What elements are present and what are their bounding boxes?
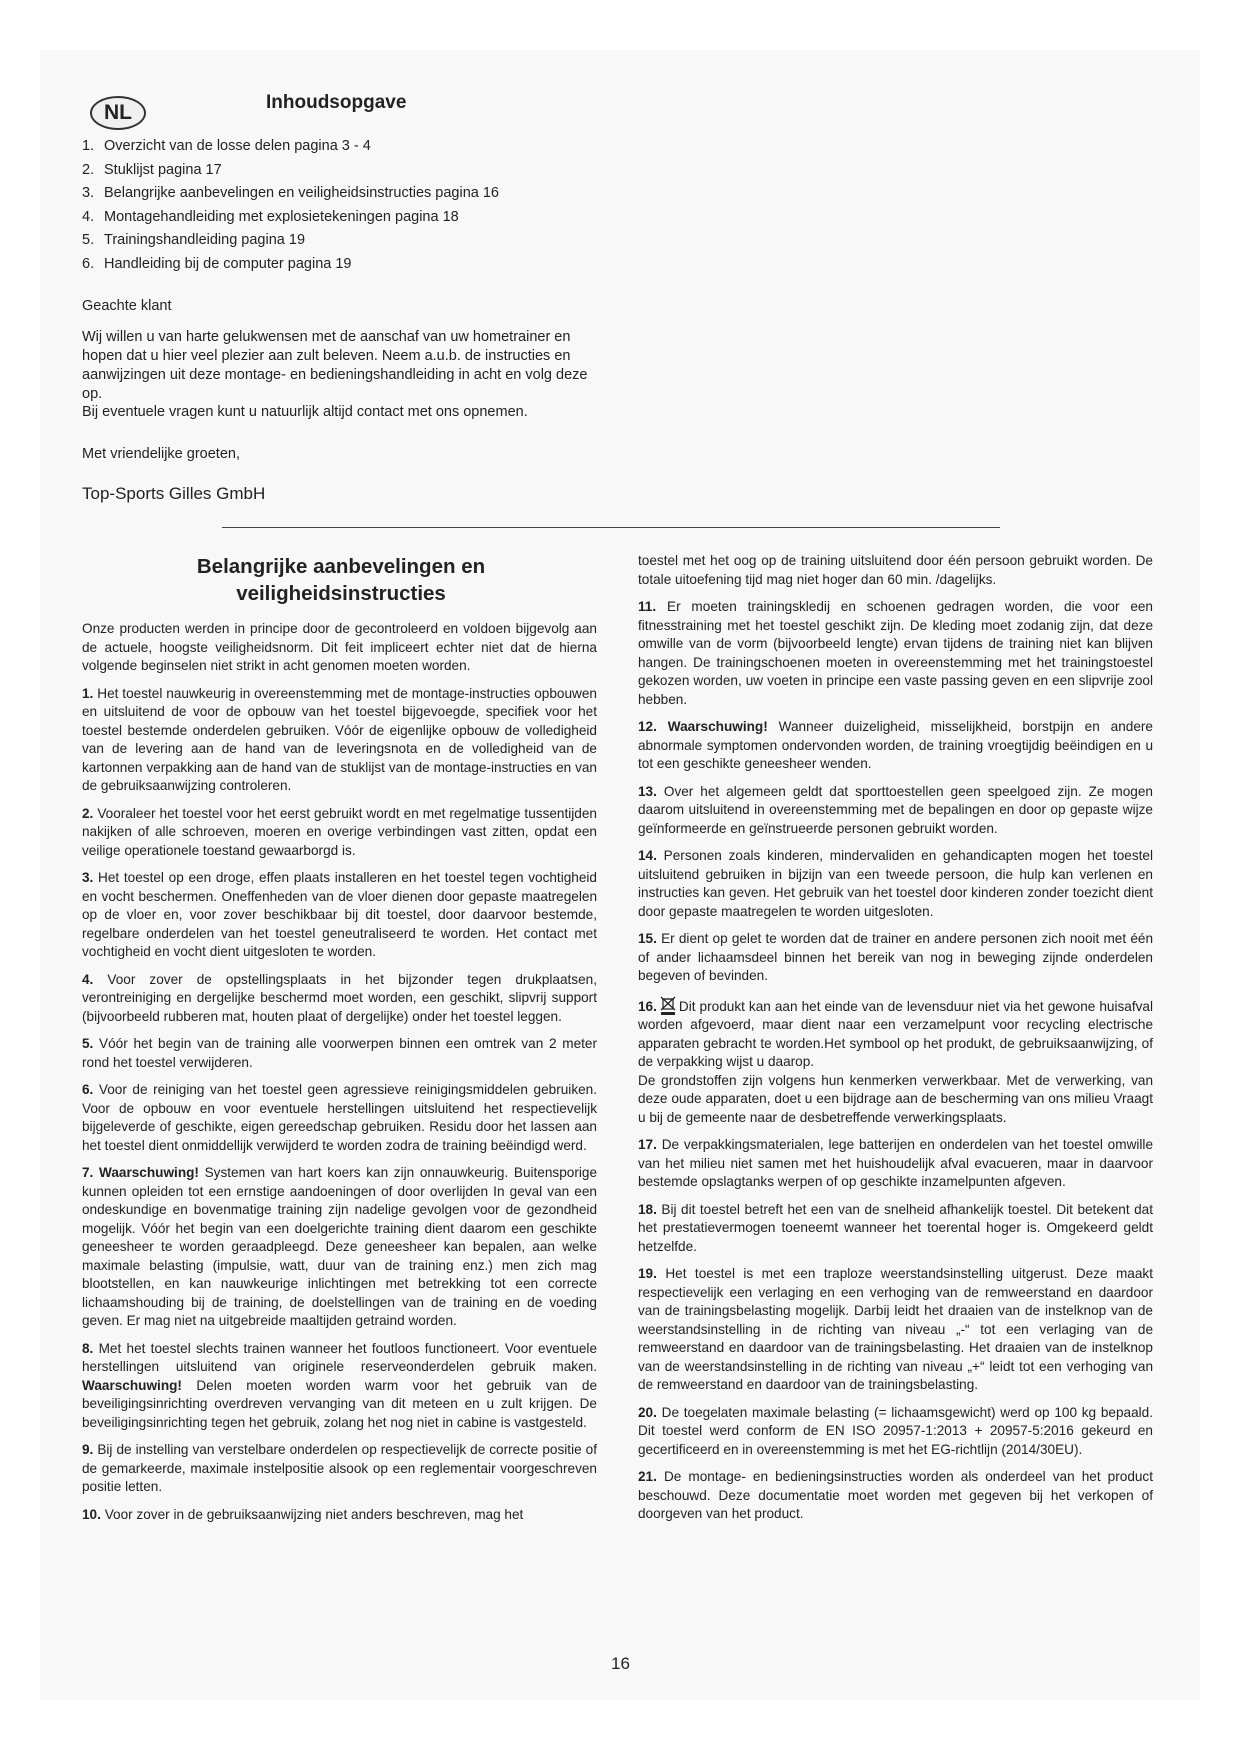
letter-body: Wij willen u van harte gelukwensen met de aanschaf van uw hometrainer en hopen dat u hier veel plezier aan zult beleven. Neem a.u.b. de instructies en aanwijzingen uit deze montage- en bedieningshandleiding in acht en volg deze op. Bij eventuele vragen kunt u natuurlijk altijd contact met ons opnemen. [82,329,588,421]
safety-item-18: 18. Bij dit toestel betreft het een van de snelheid afhankelijk toestel. Dit betekent dat het prestatievermogen toeneemt wanneer het toerental hoger is. Omgekeerd geldt hetzelfde. [638,1201,1153,1254]
left-column [82,620,597,1533]
toc-title: Inhoudsopgave [266,92,407,113]
safety-item-20: 20. De toegelaten maximale belasting (= lichaamsgewicht) werd op 100 kg bepaald. Dit toestel werd conform de EN ISO 20957-1:2013 + 20957-5:2016 gekeurd en gecertificeerd en in overeenstemming is met het EG-richtlijn (2014/30EU). [638,1404,1153,1457]
table-of-contents [82,138,642,279]
page-number: 16 [611,1654,630,1673]
toc-item: 5. Trainingshandleiding pagina 19 [82,232,306,248]
safety-item-13: 13. Over het algemeen geldt dat sporttoestellen geen speelgoed zijn. Ze mogen daarom uitsluitend in overeenstemming met de bepalingen en door op gepaste wijze geïnformeerde en geïnstrueerde personen gebruikt worden. [638,783,1153,836]
safety-item-4: 4. Voor zover de opstellingsplaats in het bijzonder tegen drukplaatsen, verontreiniging en dergelijke beschermd moet worden, een geschikt, slipvrij support (bijvoorbeeld rubberen mat, houten plaat of dergelijke) onder het toestel leggen. [82,971,597,1024]
safety-item-15: 15. Er dient op gelet te worden dat de trainer en andere personen zich nooit met één of ander lichaamsdeel binnen het bereik van nog in beweging zijnde onderdelen begeven of bevinden. [638,931,1154,983]
safety-item-3: 3. Het toestel op een droge, effen plaats installeren en het toestel tegen vochtigheid en vocht beschermen. Oneffenheden van de vloer dienen door gepaste maatregelen op de vloer en, voor zover beschikbaar bij dit toestel, door daarvoor bestemde, regelbare onderdelen van het toestel geneutraliseerd te worden. Het contact met vochtigheid en vocht dient uitgesloten te worden. [82,870,597,959]
section-intro: Onze producten werden in principe door de gecontroleerd en voldoen bijgevolg aan de actuele, hoogste veiligheidsnorm. Dit feit impliceert echter niet dat de hierna volgende beginselen niet strikt in acht genomen moeten worden. [82,621,597,673]
safety-item-2: 2. Vooraleer het toestel voor het eerst gebruikt wordt en met regelmatige tussentijden nakijken of alle schroeven, moeren en overige verbindingen vast zitten, opdat een veilige operationele toestand gewaarborgd is. [82,805,597,858]
safety-item-17: 17. De verpakkingsmaterialen, lege batterijen en onderdelen van het toestel omwille van het milieu niet samen met het huishoudelijk afval evacueren, maar in daarvoor bestemde opslagtanks werpen of op geschikte inzamelpunten afgeven. [638,1137,1154,1189]
safety-item-5: 5. Vóór het begin van de training alle voorwerpen binnen een omtrek van 2 meter rond het toestel verwijderen. [82,1036,597,1070]
safety-item-9: 9. Bij de instelling van verstelbare onderdelen op respectievelijk de correcte positie of de gemarkeerde, maximale instelpositie alsook op een reglementair voorgeschreven positie letten. [82,1442,597,1494]
language-badge: NL [90,96,146,130]
safety-item-12: 12. Waarschuwing! Wanneer duizeligheid, misselijkheid, borstpijn en andere abnormale symptomen ondervonden worden, de training vroegtijdig beëindigen en u tot een geschikte geneesheer wenden. [638,719,1153,771]
safety-item-8: 8. Met het toestel slechts trainen wanneer het foutloos functioneert. Voor eventuele herstellingen uitsluitend van originele reserveonderdelen gebruik maken. Waarschuwing! Delen moeten worden warm voor het gebruik van de beveiligingsinrichting overdreven vervanging van dit meteen en u zult krijgen. De beveiligingsinrichting tegen het gebruik, zolang het nog niet in cabine is vastgesteld. [82,1340,598,1430]
safety-item-21: 21. De montage- en bedieningsinstructies worden als onderdeel van het product beschouwd. Deze documentatie moet worden met gegeven bij het verkopen of doorgeven van het product. [638,1469,1154,1521]
safety-item-16: 16. Dit produkt kan aan het einde van de levensduur niet via het gewone huisafval worden afgevoerd, maar dient naar een verzamelpunt voor recycling electrische apparaten gebracht te worden.Het symbool op het produkt, de gebruiksaanwijzing, of de verpakking wijst u daarop. De grondstoffen zijn volgens hun kenmerken verwerkbaar. Met de verwerking, van deze oude apparaten, doet u een bijdrage aan de bescherming van ons milieu Vraagt u bij de gemeente naar de desbetreffende verwerkingsplaats. [638,995,1153,1128]
company-name: Top-Sports Gilles GmbH [82,484,266,503]
toc-item: 3. Belangrijke aanbevelingen en veiligheidsinstructies pagina 16 [82,185,499,201]
toc-item: 4. Montagehandleiding met explosietekeningen pagina 18 [82,208,459,225]
right-column [638,552,1153,1533]
toc-item: 2. Stuklijst pagina 17 [82,161,222,178]
safety-item-7: 7. Waarschuwing! Systemen van hart koers kan zijn onnauwkeurig. Buitensporige kunnen opleiden tot een ernstige aandoeningen of door overlijden In geval van een ondeskundige en bovenmatige training zijn nadelige gevolgen voor de gezondheid mogelijk. Vóór het begin van een doelgerichte training dient daarom een geschikte geneesheer te worden geraadpleegd. Deze geneesheer kan bepalen, aan welke maximale belasting (impulsie, watt, duur van de training enz.) men zich mag blootstellen, en kan nauwkeurige inlichtingen met betrekking tot een correcte lichaamshouding bij de training, de doelstellingen van de training en de voeding geven. Er mag niet na uitgebreide maaltijden getraind worden. [82,1165,598,1328]
letter-greeting: Geachte klant [82,298,172,314]
safety-item-6: 6. Voor de reiniging van het toestel geen agressieve reinigingsmiddelen gebruiken. Voor de opbouw en voor eventuele herstellingen uitsluitend het respectievelijk bijgeleverde of geschikte, eigen gereedschap gebruiken. Residu door het lassen aan het toestel dient onmiddellijk verwijderd te worden zodra de training beëindigd werd. [82,1082,598,1153]
safety-item-11: 11. Er moeten trainingskledij en schoenen gedragen worden, die voor een fitnesstraining met het toestel geschikt zijn. De kleding moet zodanig zijn, dat deze omwille van de vorm (bijvoorbeeld lengte) ervan tijdens de training niet kan blijven hangen. De trainingschoenen moeten in overeenstemming met het trainingstoestel gekozen worden, uw voeten in principe een vaste passing geven en een slipvrije zool hebben. [638,599,1153,707]
section-divider [222,527,1000,528]
safety-item-14: 14. Personen zoals kinderen, mindervaliden en gehandicapten mogen het toestel uitsluitend gebruiken in bijzijn van een tweede persoon, die hulp kan verlenen en instructies kan geven. Het gebruik van het toestel door kinderen zonder toezicht dient door gepaste maatregelen te worden uitgesloten. [638,848,1153,919]
section-title: Belangrijke aanbevelingen en veiligheidsinstructies [196,555,486,605]
weee-bin-icon [660,995,676,1015]
letter-regards: Met vriendelijke groeten, [82,446,240,462]
toc-item: 1. Overzicht van de losse delen pagina 3 - 4 [82,138,371,154]
toc-item: 6. Handleiding bij de computer pagina 19 [82,255,352,272]
safety-item-19: 19. Het toestel is met een traploze weerstandsinstelling uitgerust. Deze maakt respectievelijk een verlaging en een verhoging van de remweerstand en daardoor van de trainingsbelasting mogelijk. Darbij leidt het draaien van de instelknop van de weerstandsinstelling in de richting van niveau „-“ tot een verlaging van de remweerstand en daardoor van de trainingsbelasting. Het draaien van de instelknop van de weerstandsinstelling in de richting van niveau „+“ leidt tot een verhoging van de remweerstand en daardoor van de trainingsbelasting. [638,1266,1154,1392]
safety-item-1: 1. Het toestel nauwkeurig in overeenstemming met de montage-instructies opbouwen en uitsluitend de voor de opbouw van het toestel bijgevoegde, specifiek voor het toestel bestemde onderdelen gebruiken. Vóór de eigenlijke opbouw de volledigheid van de levering aan de hand van de leveringsnota en de volledigheid van de kartonnen verpakking aan de hand van de stuklijst van de montage-instructies en van de gebruiksaanwijzing controleren. [82,685,597,793]
safety-item-10: 10. Voor zover in de gebruiksaanwijzing niet anders beschreven, mag het [82,1506,524,1522]
safety-item-10-continued: toestel met het oog op de training uitsluitend door één persoon gebruikt worden. De totale uitoefening tijd mag niet hoger dan 60 min. /dagelijks. [638,553,1153,587]
